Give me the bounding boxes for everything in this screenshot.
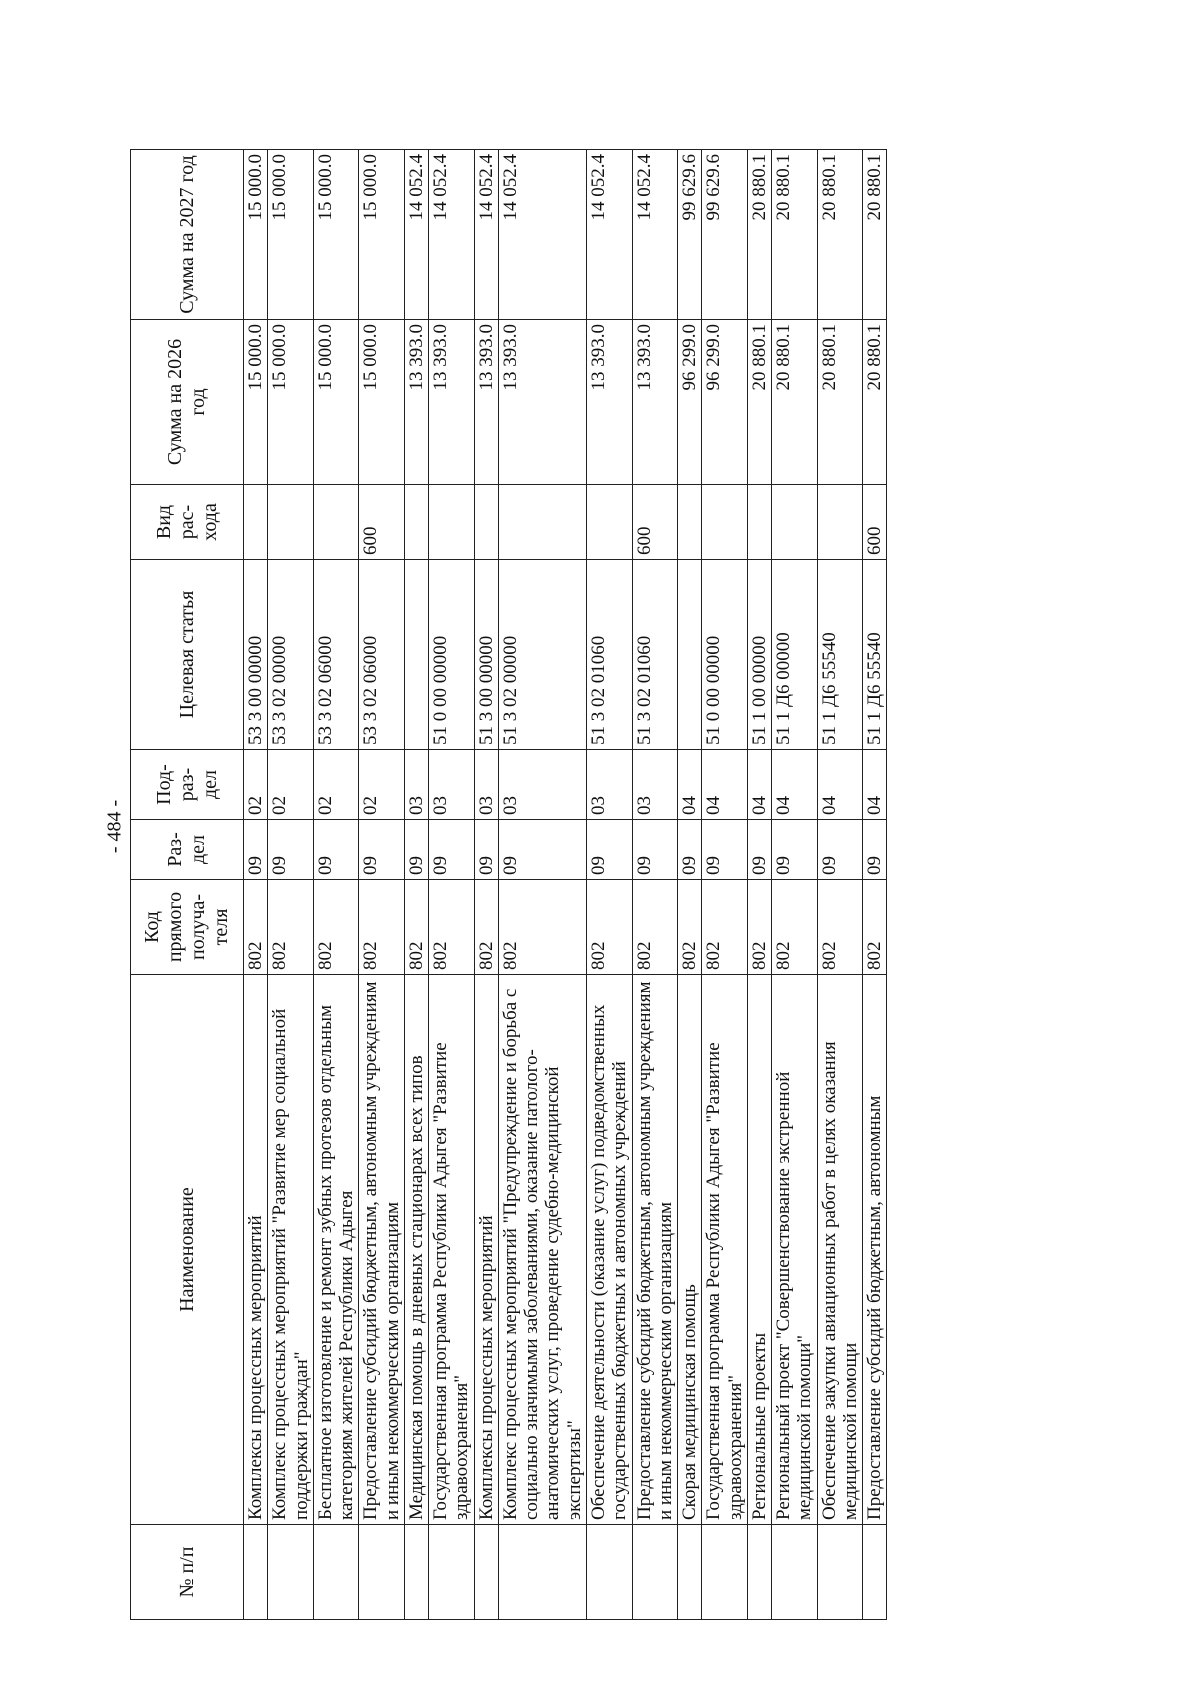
cell-num xyxy=(747,1525,771,1620)
cell-sum-2026: 13 393.0 xyxy=(632,320,678,485)
table-container xyxy=(130,150,1090,1620)
cell-vid xyxy=(429,485,475,560)
cell-sum-2026: 20 880.1 xyxy=(817,320,863,485)
cell-name: Обеспечение закупки авиационных работ в целях оказания медицинской помощи xyxy=(817,975,863,1525)
cell-code: 802 xyxy=(313,880,359,975)
table-row xyxy=(498,150,586,1620)
cell-name: Комплекс процессных мероприятий "Развитие мер социальной поддержки граждан" xyxy=(268,975,314,1525)
cell-code: 802 xyxy=(359,880,405,975)
cell-podrazdel: 04 xyxy=(678,750,702,820)
cell-num xyxy=(404,1525,428,1620)
cell-sum-2027: 14 052.4 xyxy=(586,150,632,320)
cell-sum-2027: 14 052.4 xyxy=(498,150,586,320)
cell-num xyxy=(244,1525,268,1620)
cell-sum-2027: 20 880.1 xyxy=(772,150,818,320)
cell-target: 53 3 02 06000 xyxy=(313,560,359,750)
cell-razdel: 09 xyxy=(817,820,863,880)
cell-razdel: 09 xyxy=(268,820,314,880)
cell-vid: 600 xyxy=(359,485,405,560)
cell-podrazdel: 04 xyxy=(747,750,771,820)
cell-razdel: 09 xyxy=(244,820,268,880)
header-target: Целевая статья xyxy=(131,560,244,750)
cell-target: 51 0 00 00000 xyxy=(702,560,748,750)
cell-code: 802 xyxy=(244,880,268,975)
cell-name: Государственная программа Республики Адыгея "Развитие здравоохранения" xyxy=(702,975,748,1525)
cell-name: Региональные проекты xyxy=(747,975,771,1525)
cell-name: Предоставление субсидий бюджетным, автономным xyxy=(863,975,887,1525)
table-row xyxy=(586,150,632,1620)
cell-podrazdel: 04 xyxy=(863,750,887,820)
cell-name: Комплекс процессных мероприятий "Предупреждение и борьба с социально значимыми заболеваниями, оказание патолого-анатомических услуг, проведение судебно-медицинской экспертизы" xyxy=(498,975,586,1525)
cell-num xyxy=(817,1525,863,1620)
cell-sum-2026: 96 299.0 xyxy=(702,320,748,485)
cell-num xyxy=(772,1525,818,1620)
cell-num xyxy=(359,1525,405,1620)
cell-num xyxy=(313,1525,359,1620)
cell-code: 802 xyxy=(498,880,586,975)
cell-sum-2027: 15 000.0 xyxy=(268,150,314,320)
cell-code: 802 xyxy=(817,880,863,975)
cell-target: 51 0 00 00000 xyxy=(429,560,475,750)
rotated-table-frame xyxy=(130,150,1090,1620)
table-row xyxy=(702,150,748,1620)
cell-code: 802 xyxy=(702,880,748,975)
cell-target: 51 1 Д6 00000 xyxy=(772,560,818,750)
table-row xyxy=(359,150,405,1620)
cell-razdel: 09 xyxy=(678,820,702,880)
cell-vid xyxy=(817,485,863,560)
cell-razdel: 09 xyxy=(632,820,678,880)
table-header xyxy=(131,150,244,1620)
cell-podrazdel: 03 xyxy=(429,750,475,820)
cell-target: 51 3 02 00000 xyxy=(498,560,586,750)
header-num: № п/п xyxy=(131,1525,244,1620)
cell-name: Предоставление субсидий бюджетным, автономным учреждениям и иным некоммерческим организациям xyxy=(359,975,405,1525)
table-row xyxy=(474,150,498,1620)
table-body xyxy=(244,150,887,1620)
cell-code: 802 xyxy=(268,880,314,975)
cell-podrazdel: 03 xyxy=(474,750,498,820)
cell-num xyxy=(429,1525,475,1620)
cell-podrazdel: 03 xyxy=(586,750,632,820)
cell-sum-2027: 20 880.1 xyxy=(817,150,863,320)
cell-name: Обеспечение деятельности (оказание услуг) подведомственных государственных бюджетных и автономных учреждений xyxy=(586,975,632,1525)
cell-sum-2026: 20 880.1 xyxy=(772,320,818,485)
cell-sum-2027: 15 000.0 xyxy=(313,150,359,320)
cell-podrazdel: 04 xyxy=(772,750,818,820)
cell-target: 53 3 02 00000 xyxy=(268,560,314,750)
cell-target: 53 3 02 06000 xyxy=(359,560,405,750)
cell-sum-2027: 14 052.4 xyxy=(474,150,498,320)
cell-podrazdel: 02 xyxy=(244,750,268,820)
cell-vid xyxy=(678,485,702,560)
cell-sum-2027: 99 629.6 xyxy=(678,150,702,320)
cell-vid xyxy=(772,485,818,560)
table-row xyxy=(632,150,678,1620)
cell-vid: 600 xyxy=(863,485,887,560)
cell-razdel: 09 xyxy=(863,820,887,880)
cell-num xyxy=(632,1525,678,1620)
cell-razdel: 09 xyxy=(404,820,428,880)
cell-sum-2026: 13 393.0 xyxy=(404,320,428,485)
table-row xyxy=(244,150,268,1620)
cell-sum-2026: 20 880.1 xyxy=(747,320,771,485)
cell-target: 51 3 00 00000 xyxy=(474,560,498,750)
cell-sum-2027: 99 629.6 xyxy=(702,150,748,320)
cell-razdel: 09 xyxy=(772,820,818,880)
cell-target xyxy=(678,560,702,750)
page-number: - 484 - xyxy=(103,799,126,854)
cell-target: 51 3 02 01060 xyxy=(632,560,678,750)
cell-sum-2026: 13 393.0 xyxy=(586,320,632,485)
cell-num xyxy=(863,1525,887,1620)
cell-podrazdel: 02 xyxy=(359,750,405,820)
cell-num xyxy=(678,1525,702,1620)
cell-sum-2027: 14 052.4 xyxy=(632,150,678,320)
cell-sum-2027: 14 052.4 xyxy=(429,150,475,320)
cell-podrazdel: 02 xyxy=(268,750,314,820)
cell-sum-2026: 15 000.0 xyxy=(359,320,405,485)
cell-sum-2026: 20 880.1 xyxy=(863,320,887,485)
cell-sum-2027: 20 880.1 xyxy=(747,150,771,320)
table-row xyxy=(404,150,428,1620)
budget-table xyxy=(130,149,887,1620)
cell-podrazdel: 04 xyxy=(702,750,748,820)
cell-vid xyxy=(268,485,314,560)
cell-vid: 600 xyxy=(632,485,678,560)
cell-code: 802 xyxy=(586,880,632,975)
cell-razdel: 09 xyxy=(313,820,359,880)
cell-razdel: 09 xyxy=(359,820,405,880)
cell-podrazdel: 03 xyxy=(632,750,678,820)
cell-podrazdel: 03 xyxy=(498,750,586,820)
cell-sum-2026: 96 299.0 xyxy=(678,320,702,485)
header-sum-2026: Сумма на 2026 год xyxy=(131,320,244,485)
cell-sum-2026: 13 393.0 xyxy=(474,320,498,485)
cell-sum-2026: 15 000.0 xyxy=(313,320,359,485)
cell-name: Предоставление субсидий бюджетным, автономным учреждениям и иным некоммерческим организациям xyxy=(632,975,678,1525)
cell-razdel: 09 xyxy=(429,820,475,880)
cell-vid xyxy=(244,485,268,560)
cell-code: 802 xyxy=(632,880,678,975)
cell-razdel: 09 xyxy=(747,820,771,880)
cell-sum-2027: 14 052.4 xyxy=(404,150,428,320)
cell-vid xyxy=(474,485,498,560)
table-row xyxy=(678,150,702,1620)
header-row xyxy=(131,150,244,1620)
cell-vid xyxy=(404,485,428,560)
cell-vid xyxy=(498,485,586,560)
table-row xyxy=(268,150,314,1620)
cell-sum-2027: 15 000.0 xyxy=(244,150,268,320)
cell-code: 802 xyxy=(678,880,702,975)
cell-code: 802 xyxy=(429,880,475,975)
cell-razdel: 09 xyxy=(586,820,632,880)
header-podrazdel: Под- раз- дел xyxy=(131,750,244,820)
cell-razdel: 09 xyxy=(474,820,498,880)
cell-sum-2027: 15 000.0 xyxy=(359,150,405,320)
cell-num xyxy=(586,1525,632,1620)
cell-target: 51 1 00 00000 xyxy=(747,560,771,750)
cell-vid xyxy=(313,485,359,560)
cell-razdel: 09 xyxy=(498,820,586,880)
cell-name: Комплексы процессных мероприятий xyxy=(244,975,268,1525)
table-row xyxy=(747,150,771,1620)
cell-name: Медицинская помощь в дневных стационарах всех типов xyxy=(404,975,428,1525)
header-vid: Вид рас- хода xyxy=(131,485,244,560)
cell-sum-2027: 20 880.1 xyxy=(863,150,887,320)
cell-code: 802 xyxy=(474,880,498,975)
cell-code: 802 xyxy=(747,880,771,975)
cell-vid xyxy=(747,485,771,560)
cell-sum-2026: 15 000.0 xyxy=(244,320,268,485)
cell-razdel: 09 xyxy=(702,820,748,880)
cell-target: 51 1 Д6 55540 xyxy=(817,560,863,750)
cell-sum-2026: 15 000.0 xyxy=(268,320,314,485)
cell-name: Комплексы процессных мероприятий xyxy=(474,975,498,1525)
cell-target: 51 1 Д6 55540 xyxy=(863,560,887,750)
cell-sum-2026: 13 393.0 xyxy=(429,320,475,485)
cell-podrazdel: 02 xyxy=(313,750,359,820)
cell-podrazdel: 04 xyxy=(817,750,863,820)
header-name: Наименование xyxy=(131,975,244,1525)
table-row xyxy=(313,150,359,1620)
cell-code: 802 xyxy=(772,880,818,975)
cell-num xyxy=(268,1525,314,1620)
cell-vid xyxy=(586,485,632,560)
cell-target: 53 3 00 00000 xyxy=(244,560,268,750)
table-row xyxy=(817,150,863,1620)
header-sum-2027: Сумма на 2027 год xyxy=(131,150,244,320)
cell-target xyxy=(404,560,428,750)
header-razdel: Раз- дел xyxy=(131,820,244,880)
cell-vid xyxy=(702,485,748,560)
cell-target: 51 3 02 01060 xyxy=(586,560,632,750)
cell-podrazdel: 03 xyxy=(404,750,428,820)
cell-name: Скорая медицинская помощь xyxy=(678,975,702,1525)
cell-sum-2026: 13 393.0 xyxy=(498,320,586,485)
cell-code: 802 xyxy=(863,880,887,975)
cell-name: Региональный проект "Совершенствование экстренной медицинской помощи" xyxy=(772,975,818,1525)
table-row xyxy=(772,150,818,1620)
header-code: Код прямого получа- теля xyxy=(131,880,244,975)
cell-num xyxy=(702,1525,748,1620)
cell-name: Бесплатное изготовление и ремонт зубных протезов отдельным категориям жителей Республики Адыгея xyxy=(313,975,359,1525)
cell-name: Государственная программа Республики Адыгея "Развитие здравоохранения" xyxy=(429,975,475,1525)
cell-code: 802 xyxy=(404,880,428,975)
table-row xyxy=(863,150,887,1620)
cell-num xyxy=(498,1525,586,1620)
cell-num xyxy=(474,1525,498,1620)
table-row xyxy=(429,150,475,1620)
